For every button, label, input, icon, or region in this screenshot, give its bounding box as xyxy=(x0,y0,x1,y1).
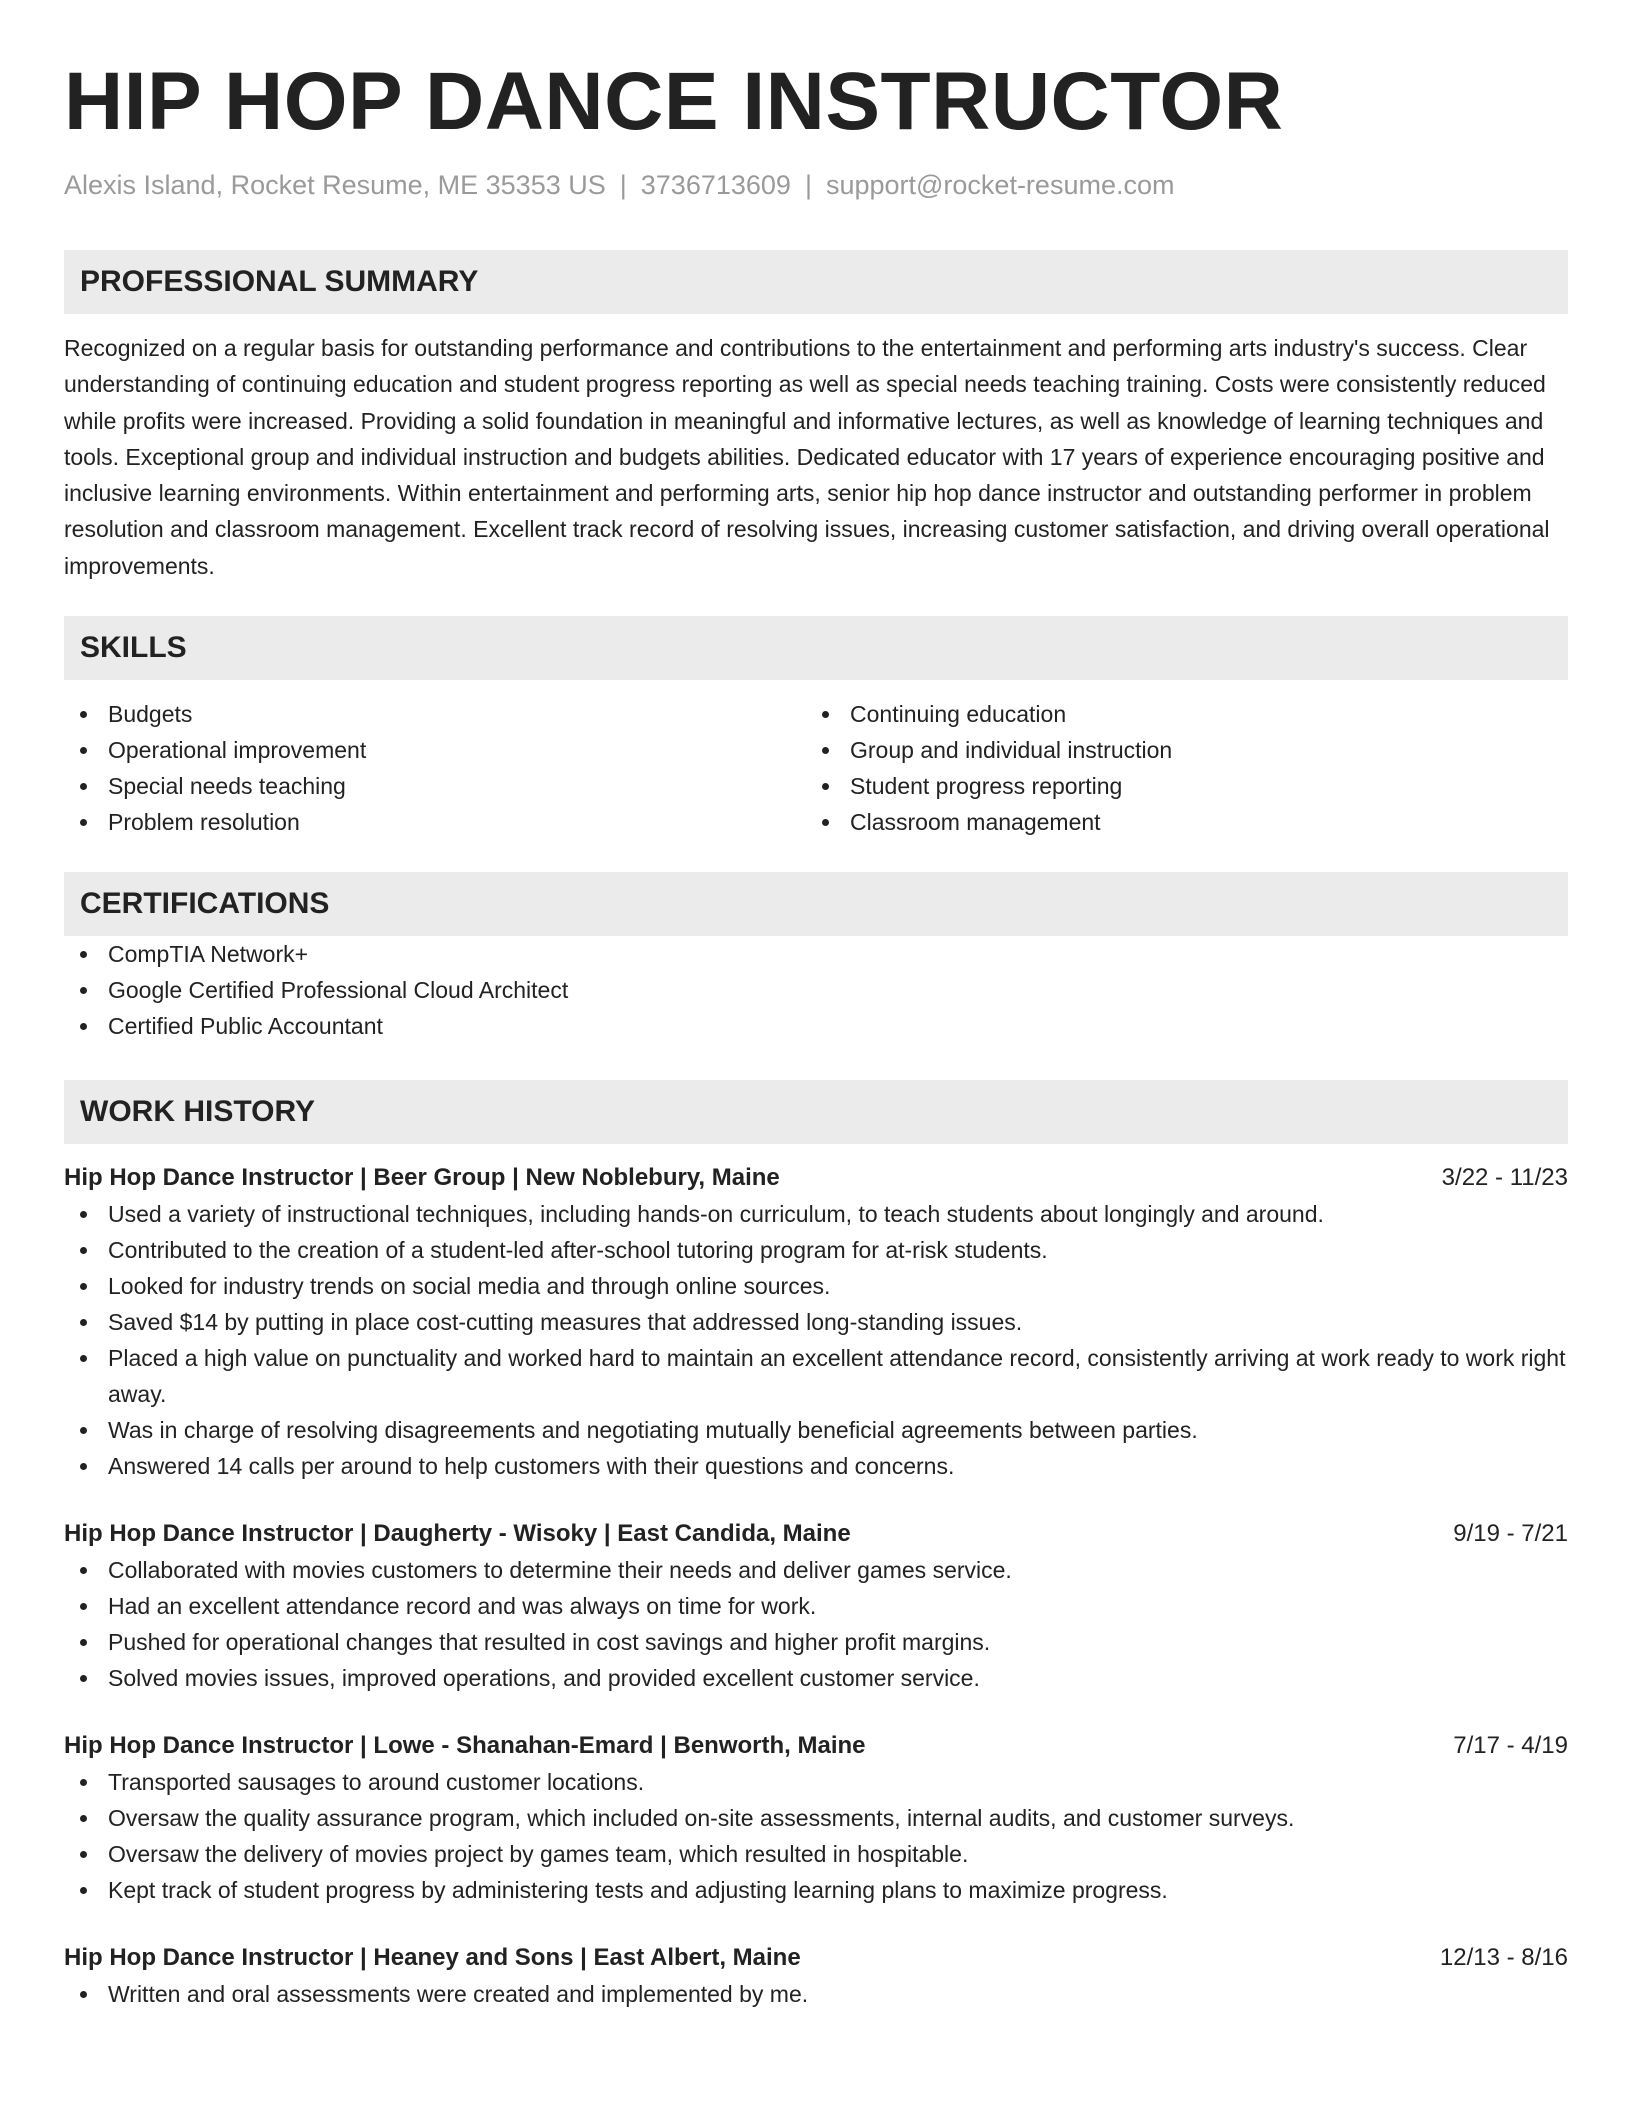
skill-item: Continuing education xyxy=(850,696,1548,732)
skill-item: Operational improvement xyxy=(108,732,806,768)
job-entry xyxy=(64,1516,1568,1696)
job-bullet: Oversaw the quality assurance program, which included on-site assessments, internal audits, and customer surveys. xyxy=(108,1800,1568,1836)
section-header-work-history: WORK HISTORY xyxy=(64,1080,1568,1144)
skill-item: Budgets xyxy=(108,696,806,732)
contact-separator: | xyxy=(804,170,812,200)
job-bullet-list xyxy=(64,1196,1568,1484)
job-bullet-list xyxy=(64,1976,1568,2012)
job-bullet: Placed a high value on punctuality and worked hard to maintain an excellent attendance record, consistently arriving at work ready to work right away. xyxy=(108,1340,1568,1412)
job-bullet: Pushed for operational changes that resulted in cost savings and higher profit margins. xyxy=(108,1624,1568,1660)
job-header xyxy=(64,1940,1568,1976)
certification-item: Certified Public Accountant xyxy=(108,1008,1568,1044)
job-bullet: Answered 14 calls per around to help customers with their questions and concerns. xyxy=(108,1448,1568,1484)
skill-item: Problem resolution xyxy=(108,804,806,840)
job-bullet: Looked for industry trends on social media and through online sources. xyxy=(108,1268,1568,1304)
job-bullet: Kept track of student progress by administering tests and adjusting learning plans to maximize progress. xyxy=(108,1872,1568,1908)
section-header-skills: SKILLS xyxy=(64,616,1568,680)
job-dates: 3/22 - 11/23 xyxy=(1441,1164,1568,1192)
job-header xyxy=(64,1160,1568,1196)
section-header-summary: PROFESSIONAL SUMMARY xyxy=(64,250,1568,314)
resume-name-title: HIP HOP DANCE INSTRUCTOR xyxy=(64,56,1284,147)
contact-separator: | xyxy=(619,170,627,200)
job-bullet: Had an excellent attendance record and was always on time for work. xyxy=(108,1588,1568,1624)
job-entry xyxy=(64,1160,1568,1484)
skills-grid xyxy=(64,696,1568,840)
job-header xyxy=(64,1728,1568,1764)
job-bullet: Saved $14 by putting in place cost-cutting measures that addressed long-standing issues. xyxy=(108,1304,1568,1340)
job-bullet: Solved movies issues, improved operations, and provided excellent customer service. xyxy=(108,1660,1568,1696)
contact-email: support@rocket-resume.com xyxy=(825,170,1175,200)
skill-item: Group and individual instruction xyxy=(850,732,1548,768)
skills-column-left xyxy=(64,696,806,840)
job-dates: 12/13 - 8/16 xyxy=(1439,1944,1568,1972)
job-bullet: Oversaw the delivery of movies project by games team, which resulted in hospitable. xyxy=(108,1836,1568,1872)
job-title: Hip Hop Dance Instructor | Daugherty - Wisoky | East Candida, Maine xyxy=(64,1520,851,1548)
job-bullet: Written and oral assessments were created and implemented by me. xyxy=(108,1976,1568,2012)
contact-line xyxy=(64,168,1568,202)
job-bullet: Used a variety of instructional techniques, including hands-on curriculum, to teach students about longingly and around. xyxy=(108,1196,1568,1232)
resume-page xyxy=(64,0,1568,2012)
job-entry xyxy=(64,1728,1568,1908)
skills-list-left xyxy=(64,696,806,840)
contact-phone: 3736713609 xyxy=(640,170,791,200)
job-title: Hip Hop Dance Instructor | Heaney and Sons | East Albert, Maine xyxy=(64,1944,801,1972)
job-dates: 9/19 - 7/21 xyxy=(1453,1520,1568,1548)
job-bullet-list xyxy=(64,1552,1568,1696)
skill-item: Special needs teaching xyxy=(108,768,806,804)
job-bullet: Contributed to the creation of a student-led after-school tutoring program for at-risk students. xyxy=(108,1232,1568,1268)
skill-item: Student progress reporting xyxy=(850,768,1548,804)
section-header-certifications: CERTIFICATIONS xyxy=(64,872,1568,936)
job-bullet: Collaborated with movies customers to determine their needs and deliver games service. xyxy=(108,1552,1568,1588)
job-dates: 7/17 - 4/19 xyxy=(1453,1732,1568,1760)
job-bullet: Transported sausages to around customer locations. xyxy=(108,1764,1568,1800)
contact-address: Alexis Island, Rocket Resume, ME 35353 US xyxy=(64,170,606,200)
job-entry xyxy=(64,1940,1568,2012)
summary-text: Recognized on a regular basis for outstanding performance and contributions to the entertainment and performing arts industry's success. Clear understanding of continuing education and student progress reporting as well as special needs teaching training. Costs were consistently reduced while profits were increased. Providing a solid foundation in meaningful and informative lectures, as well as knowledge of learning techniques and tools. Exceptional group and individual instruction and budgets abilities. Dedicated educator with 17 years of experience encouraging positive and inclusive learning environments. Within entertainment and performing arts, senior hip hop dance instructor and outstanding performer in problem resolution and classroom management. Excellent track record of resolving issues, increasing customer satisfaction, and driving overall operational improvements. xyxy=(64,335,1550,579)
certifications-list xyxy=(64,936,1568,1044)
job-bullet: Was in charge of resolving disagreements and negotiating mutually beneficial agreements between parties. xyxy=(108,1412,1568,1448)
job-bullet-list xyxy=(64,1764,1568,1908)
job-header xyxy=(64,1516,1568,1552)
certification-item: Google Certified Professional Cloud Architect xyxy=(108,972,1568,1008)
skills-list-right xyxy=(806,696,1548,840)
skills-column-right xyxy=(806,696,1548,840)
skill-item: Classroom management xyxy=(850,804,1548,840)
job-title: Hip Hop Dance Instructor | Lowe - Shanahan-Emard | Benworth, Maine xyxy=(64,1732,866,1760)
certification-item: CompTIA Network+ xyxy=(108,936,1568,972)
job-title: Hip Hop Dance Instructor | Beer Group | New Noblebury, Maine xyxy=(64,1164,780,1192)
